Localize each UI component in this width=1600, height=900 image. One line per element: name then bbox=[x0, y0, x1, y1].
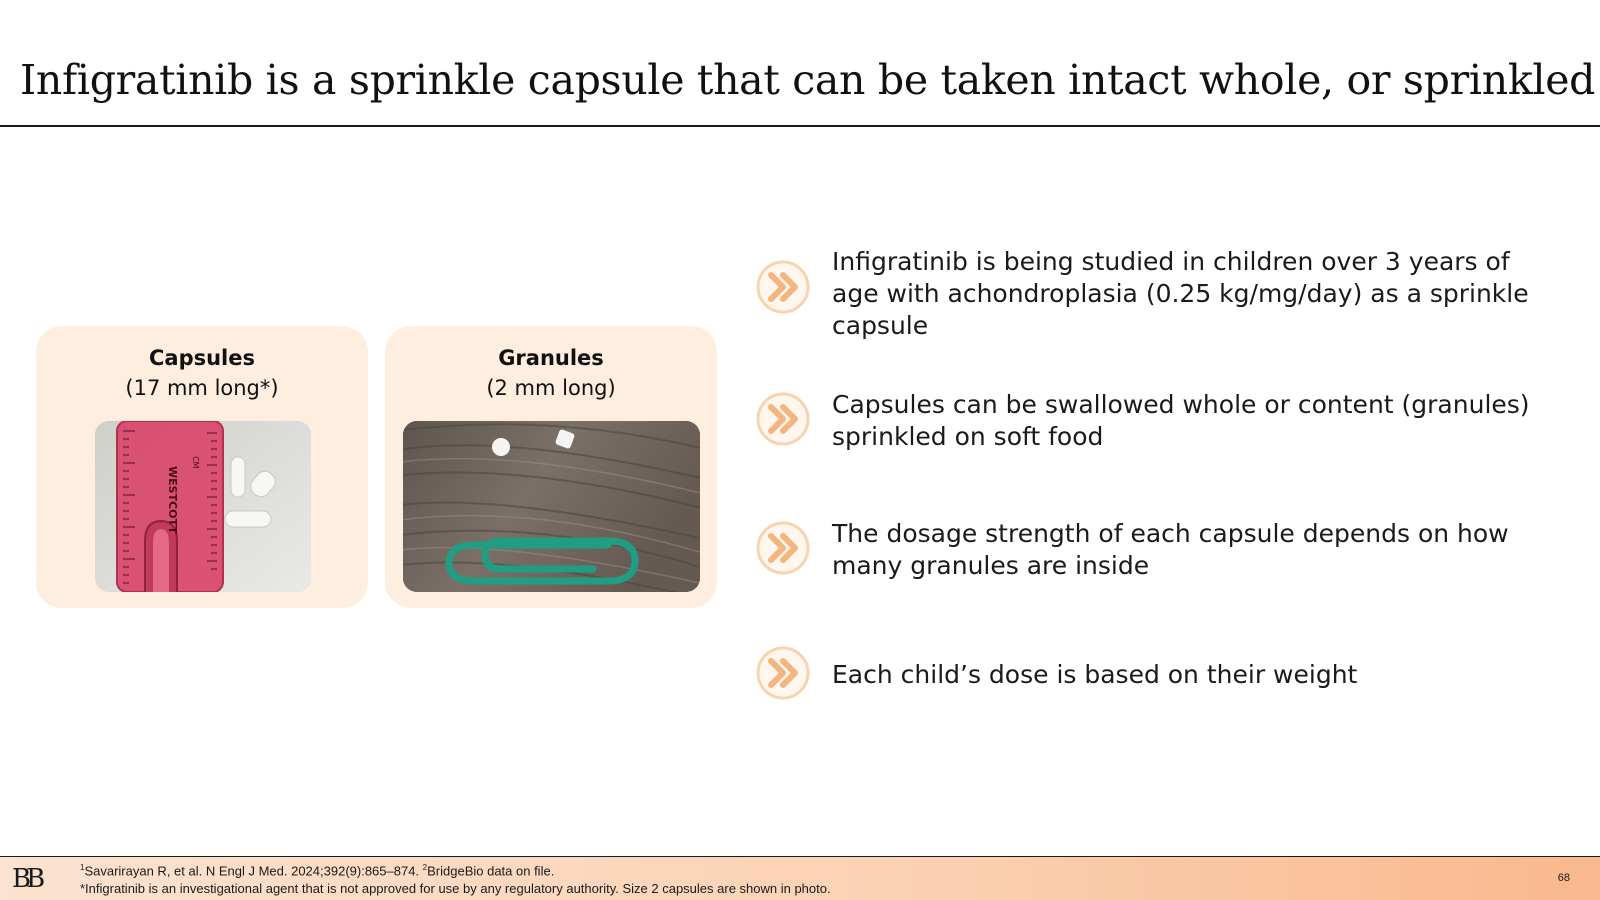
ruler-unit-text: CM bbox=[191, 456, 200, 469]
slide-title: Infigratinib is a sprinkle capsule that can be taken intact whole, or sprinkled bbox=[20, 56, 1596, 104]
ref1-superscript: 1 bbox=[80, 863, 85, 872]
granules-card-subtitle: (2 mm long) bbox=[486, 376, 616, 400]
granules-paperclip-illustration bbox=[403, 421, 700, 592]
capsules-photo bbox=[95, 421, 311, 592]
capsules-ruler-illustration bbox=[95, 421, 311, 592]
double-chevron-right-icon bbox=[755, 645, 811, 701]
capsules-card bbox=[36, 326, 368, 608]
granules-card-title: Granules bbox=[498, 346, 604, 370]
bullet-text-4: Each child’s dose is based on their weight bbox=[832, 660, 1358, 689]
bridgebio-logo: BB bbox=[12, 864, 41, 894]
double-chevron-right-icon bbox=[755, 259, 811, 315]
bullet-text-3: The dosage strength of each capsule depends on how many granules are inside bbox=[832, 519, 1509, 580]
ref1-text: Savarirayan R, et al. N Engl J Med. 2024;392(9):865–874. bbox=[84, 863, 423, 879]
bullet-text-2: Capsules can be swallowed whole or content (granules) sprinkled on soft food bbox=[832, 390, 1530, 451]
footnote-disclaimer: *Infigratinib is an investigational agent that is not approved for use by any regulatory authority. Size 2 capsules are shown in photo. bbox=[80, 881, 831, 896]
footnote-references bbox=[80, 863, 554, 878]
double-chevron-right-icon bbox=[755, 520, 811, 576]
capsules-card-title: Capsules bbox=[148, 346, 255, 370]
ruler-brand-text: WESTCOTT bbox=[166, 466, 179, 534]
granules-photo bbox=[403, 421, 700, 592]
capsules-card-subtitle: (17 mm long*) bbox=[125, 376, 279, 400]
title-divider bbox=[0, 125, 1600, 127]
double-chevron-right-icon bbox=[755, 391, 811, 447]
footer bbox=[0, 857, 1600, 900]
ref2-superscript: 2 bbox=[422, 863, 428, 872]
ref2-text: BridgeBio data on file. bbox=[427, 863, 555, 879]
granules-card bbox=[385, 326, 717, 608]
bullet-text-1: Infigratinib is being studied in children over 3 years of age with achondroplasia (0.25 kg/mg/day) as a sprinkle capsule bbox=[832, 247, 1529, 340]
page-number: 68 bbox=[1557, 872, 1570, 884]
